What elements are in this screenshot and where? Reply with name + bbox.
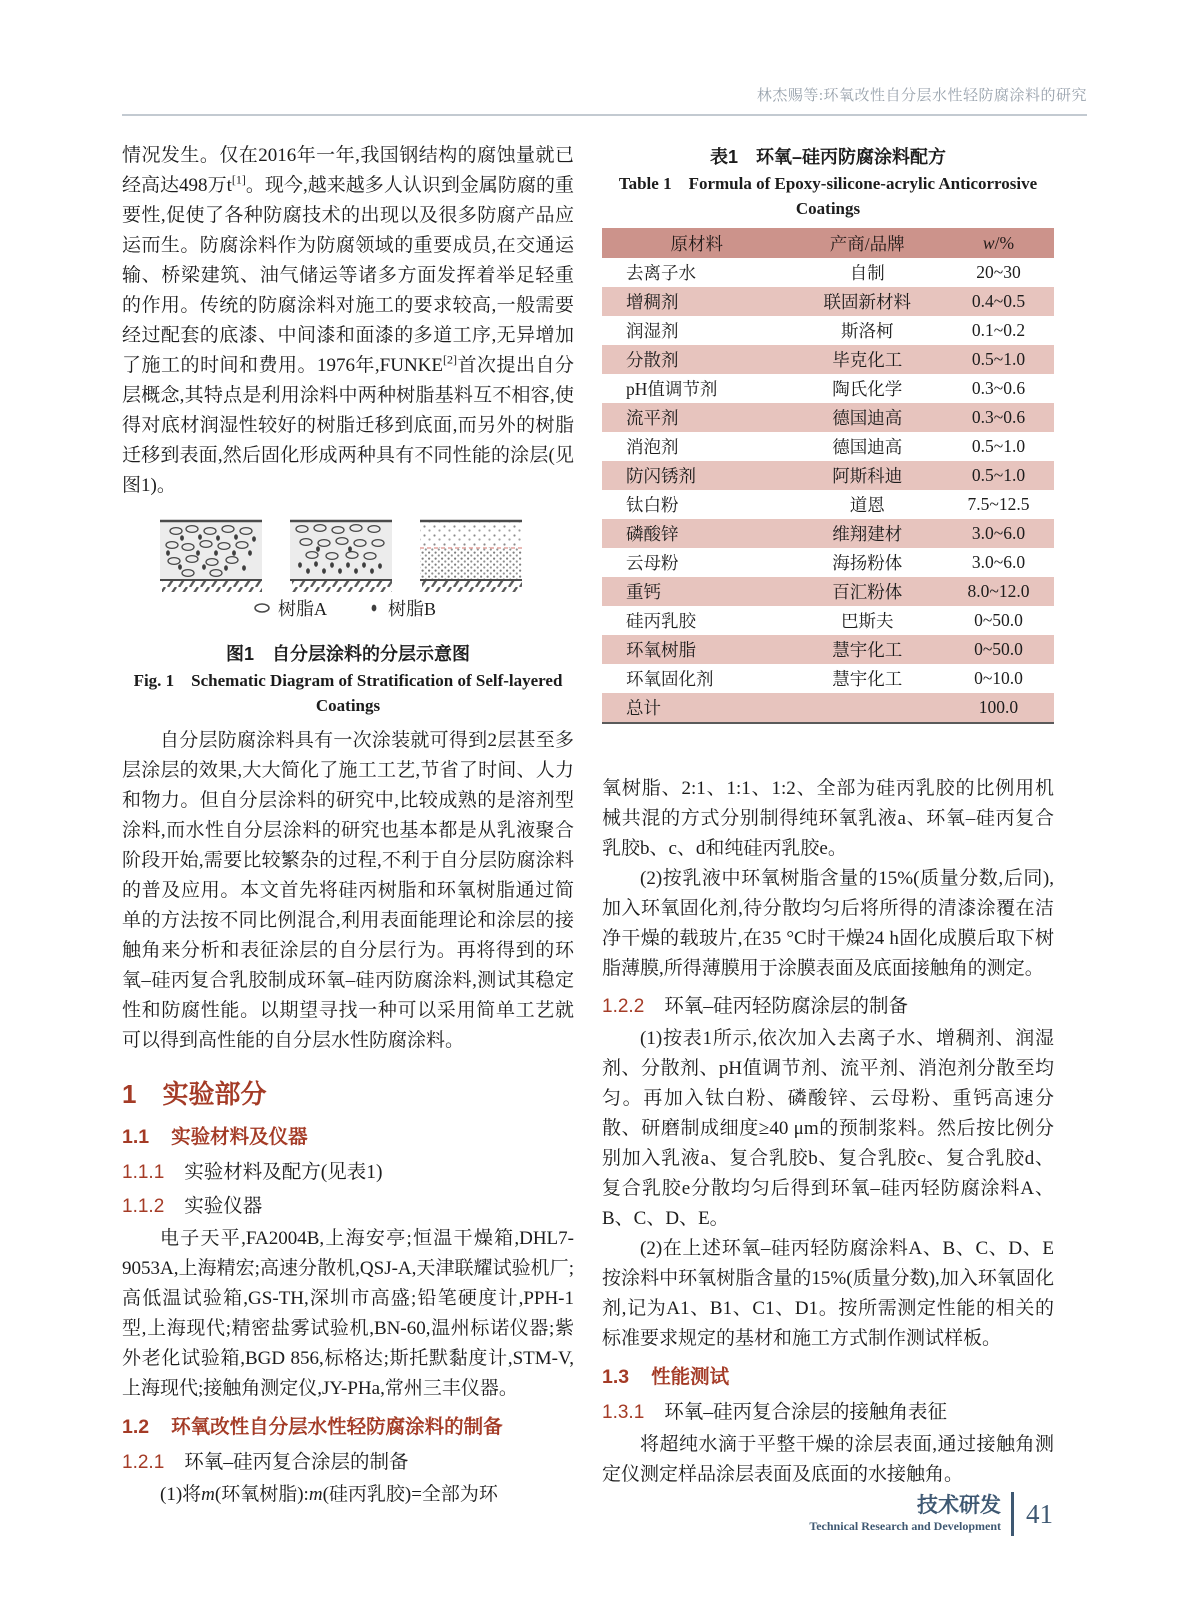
section-number: 1.1	[122, 1126, 150, 1148]
cell-brand: 海扬粉体	[832, 553, 903, 573]
cell-percent: 3.0~6.0	[943, 519, 1054, 548]
paragraph-varnish-prep: (2)按乳液中环氧树脂含量的15%(质量分数,后同),加入环氧固化剂,待分散均匀后将所得的清漆涂覆在洁净干燥的载玻片,在35 °C时干燥24 h固化成膜后取下树脂薄膜,所得薄膜用于涂膜表面及底面接触角的测定。	[602, 868, 1054, 979]
table-row	[602, 577, 1054, 606]
cell-material: 去离子水	[626, 263, 696, 283]
section-title: 环氧–硅丙复合涂层的制备	[184, 1452, 409, 1473]
cell-material: 环氧树脂	[602, 635, 791, 664]
cell-material: 钛白粉	[626, 495, 679, 515]
cell-brand	[791, 693, 943, 723]
table1-caption-zh: 表1 环氧–硅丙防腐涂料配方	[709, 147, 947, 167]
resin-a-marker-icon	[255, 604, 269, 612]
cell-brand: 慧宇化工	[791, 635, 943, 664]
paragraph-ratio-continuation: 氧树脂、2:1、1:1、1:2、全部为硅丙乳胶的比例用机械共混的方式分别制得纯环氧乳液a、环氧–硅丙复合乳胶b、c、d和纯硅丙乳胶e。	[602, 778, 1054, 859]
figure1-caption-en: Fig. 1 Schematic Diagram of Stratification of Self-layered Coatings	[133, 671, 563, 715]
cell-material: 环氧固化剂	[626, 669, 714, 689]
formula-table-body	[602, 258, 1054, 723]
section-number: 1	[122, 1079, 137, 1109]
cell-brand: 道恩	[849, 495, 885, 515]
cell-brand: 陶氏化学	[832, 379, 903, 399]
table1-caption	[602, 143, 1054, 221]
table-row	[602, 693, 1054, 723]
table-row	[602, 490, 1054, 519]
cell-brand: 自制	[849, 263, 885, 283]
cell-percent: 0.1~0.2	[971, 320, 1026, 340]
cell-material: 云母粉	[626, 553, 679, 573]
section-number: 1.3.1	[602, 1402, 645, 1423]
legend-resin-b-label: 树脂B	[388, 599, 437, 619]
figure1-panel-layered	[420, 521, 522, 592]
table-row	[602, 287, 1054, 316]
running-title: 林杰赐等:环氧改性自分层水性轻防腐涂料的研究	[122, 84, 1087, 116]
cell-percent: 0.5~1.0	[943, 461, 1054, 490]
paragraph-coating-prep-1: (1)按表1所示,依次加入去离子水、增稠剂、润湿剂、分散剂、pH值调节剂、流平剂、消泡剂分散至均匀。再加入钛白粉、磷酸锌、云母粉、重钙高速分散、研磨制成细度≥40 μm的预制浆料。然后按比例分别加入乳液a、复合乳胶b、复合乳胶c、复合乳胶d、复合乳胶e分散均匀后得到环氧–硅丙轻防腐涂料A、B、C、D、E。	[602, 1028, 1054, 1229]
cell-percent: 0~50.0	[974, 610, 1023, 630]
table-row	[602, 461, 1054, 490]
text-segment: (硅丙乳胶)=全部为环	[322, 1484, 498, 1505]
section-number: 1.2.1	[122, 1452, 165, 1473]
cell-brand: 维翔建材	[791, 519, 943, 548]
section-title: 环氧–硅丙轻防腐涂层的制备	[664, 996, 909, 1017]
section-title: 实验材料及配方(见表1)	[184, 1162, 383, 1183]
text-segment: w	[982, 232, 995, 253]
cell-material: 增稠剂	[602, 287, 791, 316]
page-footer	[809, 1492, 1053, 1536]
section-title: 环氧改性自分层水性轻防腐涂料的制备	[171, 1416, 503, 1438]
section-heading-1-3-1	[602, 1396, 1054, 1424]
paragraph-overview: 自分层防腐涂料具有一次涂装就可得到2层甚至多层涂层的效果,大大简化了施工工艺,节省了时间、人力和物力。但自分层涂料的研究中,比较成熟的是溶剂型涂料,而水性自分层涂料的研究也基本都是从乳液聚合阶段开始,需要比较繁杂的过程,不利于自分层防腐涂料的普及应用。本文首先将硅丙树脂和环氧树脂通过简单的方法按不同比例混合,利用表面能理论和涂层的接触角来分析和表征涂层的自分层行为。再将得到的环氧–硅丙复合乳胶制成环氧–硅丙防腐涂料,测试其稳定性和防腐性能。以期望寻找一种可以采用简单工艺就可以得到高性能的自分层水性防腐涂料。	[122, 730, 574, 1051]
cell-material: pH值调节剂	[626, 379, 718, 399]
cell-material: 硅丙乳胶	[626, 611, 696, 631]
section-heading-1-1-1	[122, 1156, 574, 1184]
table1-caption-en: Table 1 Formula of Epoxy-silicone-acrylic Anticorrosive Coatings	[618, 174, 1038, 218]
two-column-body	[122, 141, 1087, 1510]
table-row	[602, 432, 1054, 461]
cell-material: 润湿剂	[626, 321, 679, 341]
paragraph-prep-start	[122, 1480, 574, 1510]
table-row	[602, 606, 1054, 635]
table-row	[602, 258, 1054, 287]
table-header-row	[602, 228, 1054, 258]
table-row	[602, 664, 1054, 693]
cell-material: 消泡剂	[626, 437, 679, 457]
cell-brand: 斯洛柯	[840, 321, 894, 341]
cell-brand: 德国迪高	[791, 403, 943, 432]
section-heading-1-1	[122, 1121, 574, 1149]
left-column	[122, 141, 574, 1510]
cell-material: 分散剂	[602, 345, 791, 374]
citation-2: [2]	[443, 352, 458, 367]
section-number: 1.3	[602, 1366, 630, 1388]
table-row	[602, 316, 1054, 345]
section-heading-1-2-2	[602, 990, 1054, 1018]
footer-section-zh: 技术研发	[917, 1494, 1001, 1517]
cell-percent: 3.0~6.0	[971, 552, 1026, 572]
cell-percent: 7.5~12.5	[967, 494, 1030, 514]
text-segment: (1)将	[160, 1484, 202, 1505]
cell-percent: 0.5~1.0	[971, 436, 1026, 456]
section-title: 性能测试	[651, 1366, 730, 1388]
cell-percent: 0.3~0.6	[943, 403, 1054, 432]
variable-m: m	[201, 1484, 215, 1505]
paragraph-intro	[122, 141, 574, 501]
paragraph-coating-prep-2: (2)在上述环氧–硅丙轻防腐涂料A、B、C、D、E按涂料中环氧树脂含量的15%(质量分数),加入环氧固化剂,记为A1、B1、C1、D1。按所需测定性能的相关的标准要求规定的基材和施工方式制作测试样板。	[602, 1238, 1054, 1349]
right-column	[602, 141, 1054, 1510]
text-segment: /%	[994, 232, 1015, 253]
paragraph-contact-angle: 将超纯水滴于平整干燥的涂层表面,通过接触角测定仪测定样品涂层表面及底面的水接触角。	[602, 1434, 1054, 1485]
footer-divider	[1011, 1492, 1014, 1536]
table-row	[602, 403, 1054, 432]
cell-percent: 100.0	[943, 693, 1054, 723]
section-title: 实验部分	[162, 1079, 267, 1109]
figure1-legend	[255, 599, 436, 619]
section-heading-1-1-2	[122, 1190, 574, 1218]
section-number: 1.2.2	[602, 996, 645, 1017]
citation-1: [1]	[231, 172, 246, 187]
formula-table	[602, 228, 1054, 724]
figure1-caption	[122, 640, 574, 718]
variable-m: m	[308, 1484, 323, 1505]
cell-percent: 0~10.0	[974, 668, 1023, 688]
footer-section	[809, 1494, 1001, 1534]
section-title: 实验材料及仪器	[171, 1126, 308, 1148]
paragraph-instruments: 电子天平,FA2004B,上海安亭;恒温干燥箱,DHL7-9053A,上海精宏;高速分散机,QSJ-A,天津联耀试验机厂;高低温试验箱,GS-TH,深圳市高盛;铅笔硬度计,PPH-1型,上海现代;精密盐雾试验机,BN-60,温州标诺仪器;紫外老化试验箱,BGD 856,标格达;斯托默黏度计,STM-V,上海现代;接触角测定仪,JY-PHa,常州三丰仪器。	[122, 1228, 574, 1399]
section-heading-1-2-1	[122, 1446, 574, 1474]
cell-brand: 巴斯夫	[840, 611, 894, 631]
cell-brand: 阿斯科迪	[791, 461, 943, 490]
cell-material: 重钙	[602, 577, 791, 606]
section-heading-1	[122, 1074, 574, 1111]
figure1	[122, 515, 574, 718]
cell-percent: 8.0~12.0	[943, 577, 1054, 606]
formula-table-head	[602, 228, 1054, 258]
table-row	[602, 635, 1054, 664]
section-number: 1.2	[122, 1416, 150, 1438]
cell-percent: 0.5~1.0	[943, 345, 1054, 374]
cell-brand: 德国迪高	[832, 437, 903, 457]
figure1-panel-mixed	[160, 521, 262, 592]
cell-material: 总计	[602, 693, 791, 723]
text-segment: (环氧树脂):	[214, 1484, 309, 1505]
cell-material: 磷酸锌	[602, 519, 791, 548]
section-title: 实验仪器	[184, 1196, 263, 1217]
column-header-brand: 产商/品牌	[791, 228, 943, 258]
section-title: 环氧–硅丙复合涂层的接触角表征	[664, 1402, 948, 1423]
section-heading-1-3	[602, 1361, 1054, 1389]
table-row	[602, 548, 1054, 577]
footer-section-en: Technical Research and Development	[809, 1519, 1001, 1533]
section-number: 1.1.1	[122, 1162, 165, 1183]
column-header-percent	[943, 228, 1054, 258]
cell-brand: 慧宇化工	[832, 669, 903, 689]
table-row	[602, 519, 1054, 548]
cell-percent: 20~30	[976, 262, 1021, 282]
cell-percent: 0~50.0	[943, 635, 1054, 664]
text-segment: 。现今,越来越多人认识到金属防腐的重要性,促使了各种防腐技术的出现以及很多防腐产品应运而生。防腐涂料作为防腐领域的重要成员,在交通运输、桥梁建筑、油气储运等诸多方面发挥着举足轻重的作用。传统的防腐涂料对施工的要求较高,一般需要经过配套的底漆、中间漆和面漆的多道工序,无异增加了施工的时间和费用。1976年,FUNKE	[122, 175, 574, 376]
cell-percent: 0.4~0.5	[943, 287, 1054, 316]
cell-brand: 联固新材料	[791, 287, 943, 316]
text-segment: 首次提出自分层概念,其特点是利用涂料中两种树脂基料互不相容,使得对底材润湿性较好的树脂迁移到底面,而另外的树脂迁移到表面,然后固化形成两种具有不同性能的涂层(见图1)。	[122, 355, 574, 496]
cell-brand: 毕克化工	[791, 345, 943, 374]
cell-material: 防闪锈剂	[602, 461, 791, 490]
table-row	[602, 374, 1054, 403]
text-segment: 情况发生。仅在2016年一年,我国钢结构的腐蚀量就已经高达498万t	[122, 145, 574, 196]
column-header-material: 原材料	[602, 228, 791, 258]
legend-resin-a-label: 树脂A	[278, 599, 327, 619]
cell-material: 流平剂	[602, 403, 791, 432]
section-heading-1-2	[122, 1411, 574, 1439]
table-row	[602, 345, 1054, 374]
figure1-panel-separating	[290, 521, 392, 592]
cell-percent: 0.3~0.6	[971, 378, 1026, 398]
figure1-caption-zh: 图1 自分层涂料的分层示意图	[225, 644, 470, 664]
resin-b-marker-icon	[372, 605, 377, 612]
figure1-diagram	[122, 515, 574, 627]
cell-brand: 百汇粉体	[791, 577, 943, 606]
page-number: 41	[1026, 1498, 1053, 1529]
section-number: 1.1.2	[122, 1196, 165, 1217]
